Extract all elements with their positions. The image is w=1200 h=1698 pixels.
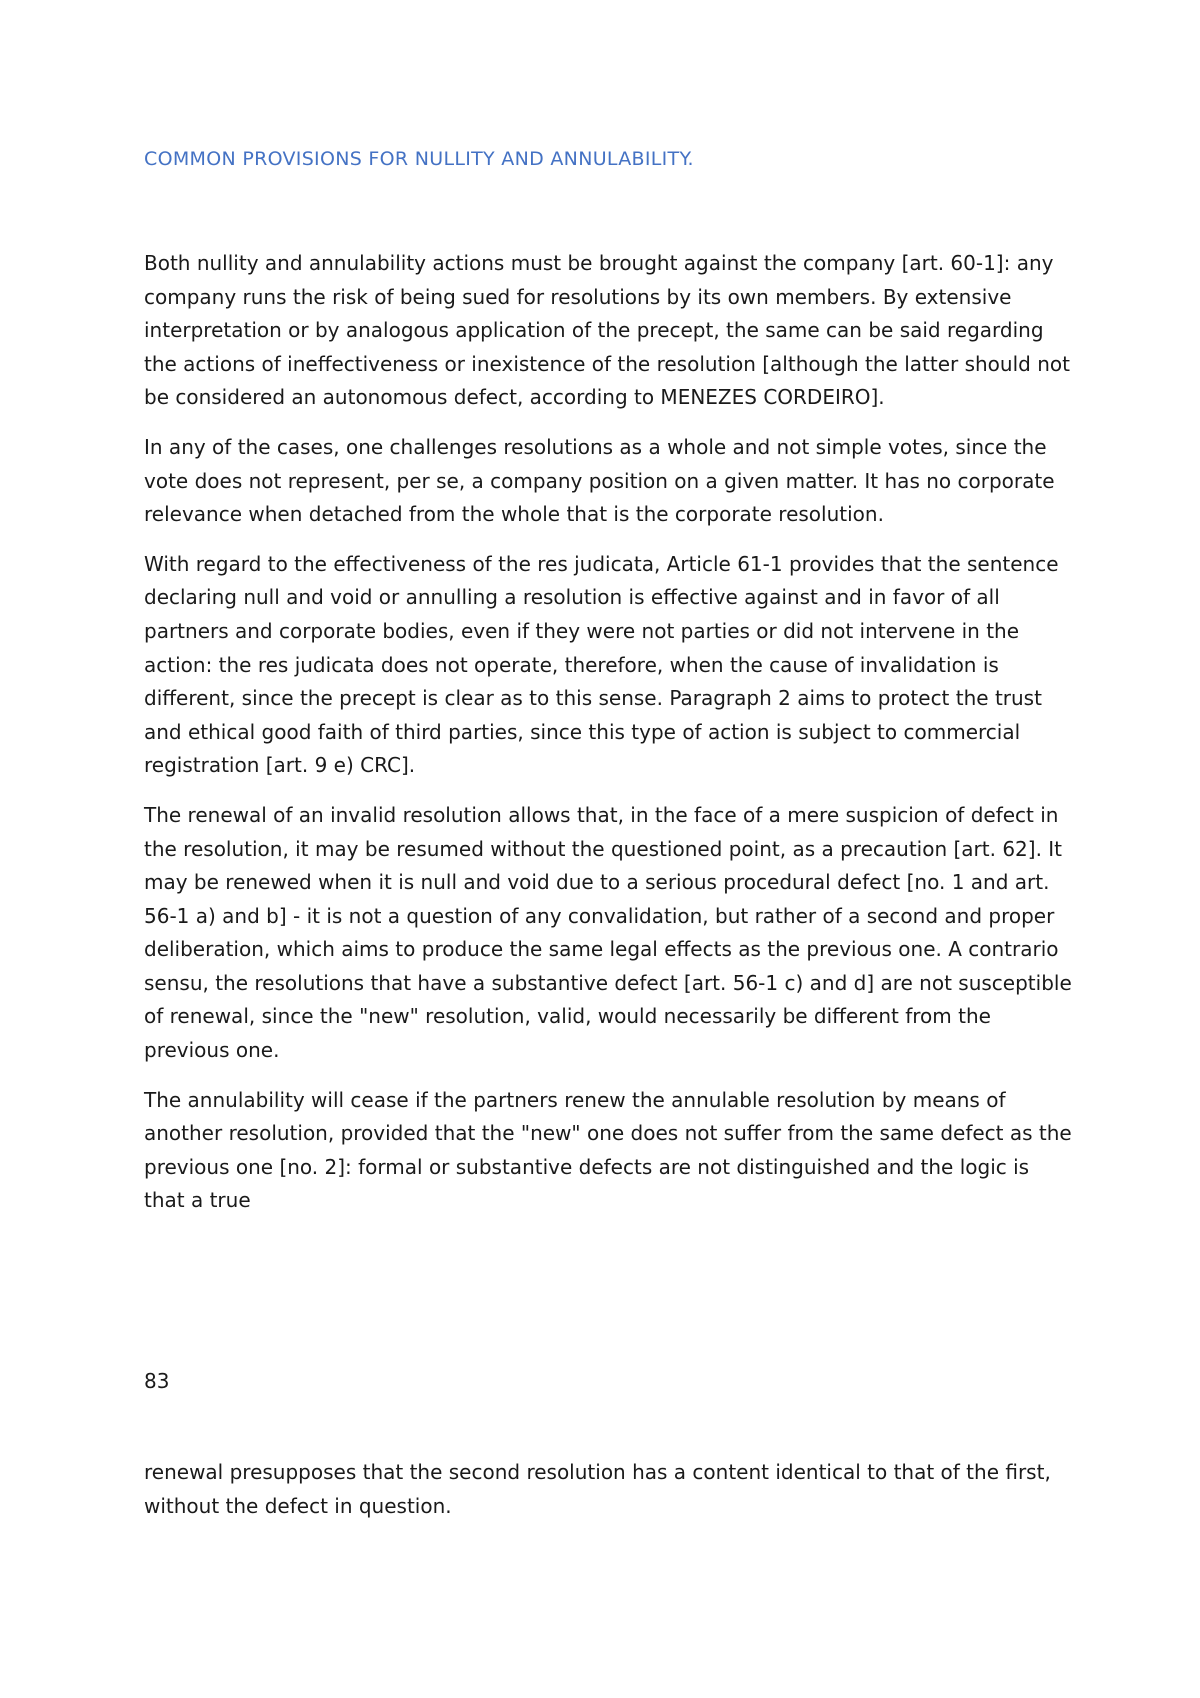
continuation-text (144, 1456, 1074, 1523)
paragraph: The annulability will cease if the partners renew the annulable resolution by means of another resolution, provided that the "new" one does not suffer from the same defect as the previous one [no. 2]: formal or substantive defects are not distinguished and the logic is that a true (144, 1087, 1072, 1213)
paragraph: Both nullity and annulability actions must be brought against the company [art. 60-1]: any company runs the risk of being sued for resolutions by its own members. By extensive interpretation or by analogous application of the precept, the same can be said regarding the actions of ineffectiveness or inexistence of the resolution [although the latter should not be considered an autonomous defect, according to MENEZES CORDEIRO]. (144, 251, 1070, 410)
body-text (144, 247, 1074, 1234)
paragraph: In any of the cases, one challenges resolutions as a whole and not simple votes, since the vote does not represent, per se, a company position on a given matter. It has no corporate relevance when detached from the whole that is the corporate resolution. (144, 434, 1055, 527)
page-number: 83 (144, 1369, 170, 1393)
paragraph: With regard to the effectiveness of the res judicata, Article 61-1 provides that the sentence declaring null and void or annulling a resolution is effective against and in favor of all partners and corporate bodies, even if they were not parties or did not intervene in the action: the res judicata does not operate, therefore, when the cause of invalidation is different, since the precept is clear as to this sense. Paragraph 2 aims to protect the trust and ethical good faith of third parties, since this type of action is subject to commercial registration [art. 9 e) CRC]. (144, 551, 1059, 778)
paragraph: renewal presupposes that the second resolution has a content identical to that of the first, without the defect in question. (144, 1460, 1051, 1518)
section-heading: COMMON PROVISIONS FOR NULLITY AND ANNULABILITY. (144, 148, 694, 170)
paragraph: The renewal of an invalid resolution allows that, in the face of a mere suspicion of defect in the resolution, it may be resumed without the questioned point, as a precaution [art. 62]. It may be renewed when it is null and void due to a serious procedural defect [no. 1 and art. 56-1 a) and b] - it is not a question of any convalidation, but rather of a second and proper deliberation, which aims to produce the same legal effects as the previous one. A contrario sensu, the resolutions that have a substantive defect [art. 56-1 c) and d] are not susceptible of renewal, since the "new" resolution, valid, would necessarily be different from the previous one. (144, 802, 1072, 1063)
